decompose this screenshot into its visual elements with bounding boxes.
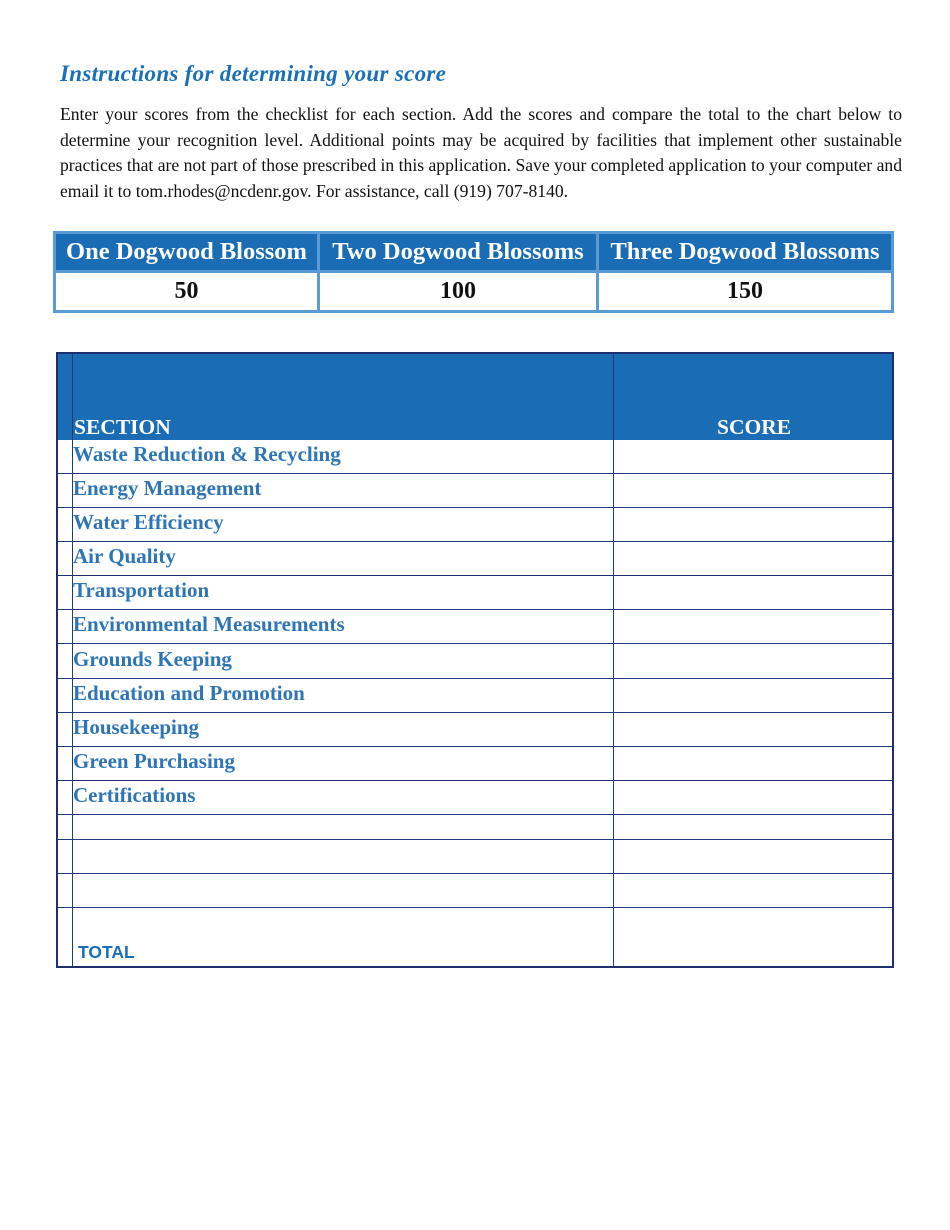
page-heading: Instructions for determining your score — [60, 61, 447, 86]
empty-row — [58, 874, 892, 908]
table-row — [58, 644, 892, 679]
score-column-header: SCORE — [717, 415, 792, 439]
left-column-divider — [72, 354, 73, 966]
score-table-header — [58, 354, 892, 440]
section-label: Water Efficiency — [73, 510, 224, 534]
table-row — [58, 508, 892, 542]
empty-row — [58, 815, 892, 840]
level-three-header: Three Dogwood Blossoms — [598, 233, 893, 272]
table-row — [58, 610, 892, 644]
table-row — [58, 781, 892, 815]
instructions-paragraph: Enter your scores from the checklist for each section. Add the scores and compare the total to the chart below to determine your recognition level. Additional points may be acquired by facilities that implement other sustainable practices that are not part of those prescribed in this application. Save your completed application to your computer and email it to tom.rhodes@ncdenr.gov. For assistance, call (919) 707-8140. — [60, 104, 902, 201]
table-row — [58, 747, 892, 781]
section-label: Energy Management — [73, 476, 262, 500]
section-label: Grounds Keeping — [73, 647, 232, 671]
level-three-value: 150 — [598, 272, 893, 312]
section-column-header: SECTION — [74, 415, 171, 439]
section-label: Transportation — [73, 578, 210, 602]
recognition-levels-table — [53, 231, 894, 313]
level-two-header: Two Dogwood Blossoms — [319, 233, 598, 272]
total-row — [58, 908, 892, 966]
table-row — [58, 713, 892, 747]
table-row — [58, 474, 892, 508]
empty-row — [58, 840, 892, 874]
level-one-header: One Dogwood Blossom — [55, 233, 319, 272]
table-row — [58, 542, 892, 576]
table-row — [58, 679, 892, 713]
section-label: Environmental Measurements — [73, 612, 345, 636]
score-column-divider — [613, 354, 614, 966]
levels-header-row — [55, 233, 893, 272]
section-label: Waste Reduction & Recycling — [73, 442, 341, 466]
score-table — [56, 352, 894, 968]
total-label: TOTAL — [78, 942, 135, 962]
section-label: Green Purchasing — [73, 749, 235, 773]
section-label: Certifications — [73, 783, 196, 807]
level-one-value: 50 — [55, 272, 319, 312]
levels-value-row — [55, 272, 893, 312]
section-label: Air Quality — [73, 544, 176, 568]
table-row — [58, 576, 892, 610]
section-label: Education and Promotion — [73, 681, 305, 705]
table-row — [58, 440, 892, 474]
level-two-value: 100 — [319, 272, 598, 312]
section-label: Housekeeping — [73, 715, 200, 739]
